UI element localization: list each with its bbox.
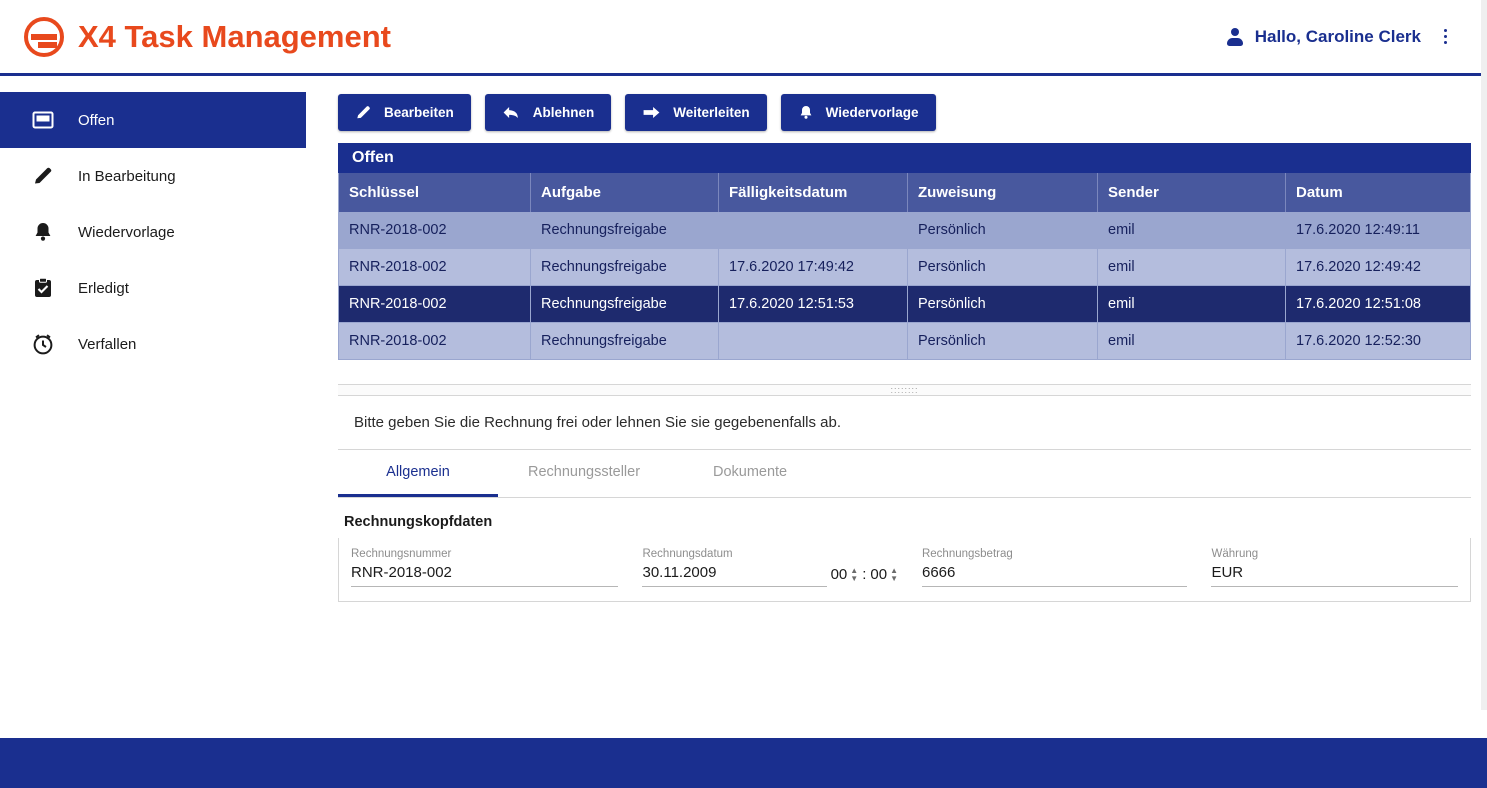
cell-sender: emil [1098, 212, 1286, 249]
task-table [338, 173, 1471, 360]
date-time-row [642, 562, 898, 587]
cell-schluessel: RNR-2018-002 [339, 286, 531, 323]
rechnungsdatum-input[interactable] [642, 562, 826, 587]
pencil-icon [32, 165, 54, 187]
cell-schluessel: RNR-2018-002 [339, 249, 531, 286]
page-title: X4 Task Management [78, 18, 391, 54]
rechnungsnummer-input[interactable] [351, 562, 618, 587]
time-separator: : [862, 566, 867, 583]
stepper-arrows-icon[interactable]: ▲ ▼ [890, 565, 898, 583]
cell-datum: 17.6.2020 12:49:42 [1286, 249, 1471, 286]
sidebar-item-label: Offen [78, 111, 115, 129]
tab-dokumente[interactable]: Dokumente [712, 464, 788, 480]
field-label: Rechnungsnummer [351, 548, 452, 560]
detail-hint-text: Bitte geben Sie die Rechnung frei oder lehnen Sie sie gegebenenfalls ab. [338, 396, 1471, 450]
field-label: Währung [1211, 548, 1259, 560]
detail-tabs [338, 450, 1471, 498]
table-row-selected[interactable] [339, 286, 1471, 323]
button-label: Ablehnen [532, 105, 595, 120]
weiterleiten-button[interactable] [625, 94, 766, 131]
field-label: Rechnungsbetrag [921, 548, 1013, 560]
column-header-sender[interactable]: Sender [1098, 173, 1286, 212]
user-greeting: Hallo, Caroline Clerk [1254, 26, 1421, 46]
main-content [338, 76, 1471, 602]
hours-value: 00 [830, 566, 848, 583]
table-row[interactable] [339, 323, 1471, 360]
table-header-row [339, 173, 1471, 212]
header-user-area [1225, 26, 1463, 48]
minutes-stepper[interactable] [870, 566, 898, 587]
waehrung-input[interactable] [1211, 562, 1458, 587]
cell-schluessel: RNR-2018-002 [339, 323, 531, 360]
cell-aufgabe: Rechnungsfreigabe [531, 249, 719, 286]
button-label: Wiedervorlage [825, 105, 919, 120]
cell-datum: 17.6.2020 12:51:08 [1286, 286, 1471, 323]
minutes-value: 00 [870, 566, 888, 583]
bell-icon [798, 104, 814, 121]
table-row[interactable] [339, 249, 1471, 286]
clipboard-check-icon [32, 277, 54, 299]
column-header-datum[interactable]: Datum [1286, 173, 1471, 212]
tab-allgemein[interactable]: Allgemein [338, 450, 498, 497]
field-waehrung [1199, 538, 1470, 601]
form-section-title: Rechnungskopfdaten [344, 514, 493, 530]
cell-faelligkeitsdatum: 17.6.2020 17:49:42 [719, 249, 908, 286]
x4-logo-icon [24, 17, 64, 57]
footer-bar [0, 738, 1487, 788]
field-rechnungsbetrag [910, 538, 1199, 601]
sidebar-item-erledigt[interactable] [0, 260, 306, 316]
cell-sender: emil [1098, 286, 1286, 323]
cell-zuweisung: Persönlich [908, 286, 1098, 323]
panel-splitter[interactable] [338, 384, 1471, 396]
sidebar-item-label: In Bearbeitung [78, 167, 176, 185]
cell-schluessel: RNR-2018-002 [339, 212, 531, 249]
kebab-menu-icon[interactable] [1437, 26, 1453, 48]
ablehnen-button[interactable] [485, 94, 612, 131]
stepper-arrows-icon[interactable]: ▲ ▼ [850, 565, 859, 583]
clock-icon [32, 333, 54, 355]
sidebar-item-label: Erledigt [78, 279, 129, 297]
wiedervorlage-button[interactable] [781, 94, 936, 131]
field-rechnungsnummer [339, 538, 630, 601]
table-row[interactable] [339, 212, 1471, 249]
rechnungsbetrag-input[interactable] [922, 562, 1187, 587]
column-header-faelligkeitsdatum[interactable]: Fälligkeitsdatum [719, 173, 908, 212]
column-header-zuweisung[interactable]: Zuweisung [908, 173, 1098, 212]
cell-zuweisung: Persönlich [908, 212, 1098, 249]
cell-aufgabe: Rechnungsfreigabe [531, 212, 719, 249]
sidebar-item-verfallen[interactable] [0, 316, 306, 372]
page-scrollbar[interactable] [1481, 0, 1487, 710]
arrow-left-icon [502, 104, 521, 121]
inbox-icon [32, 109, 54, 131]
sidebar-item-wiedervorlage[interactable] [0, 204, 306, 260]
bearbeiten-button[interactable] [338, 94, 471, 131]
cell-sender: emil [1098, 323, 1286, 360]
cell-faelligkeitsdatum [719, 323, 908, 360]
rechnungskopfdaten-form [338, 538, 1471, 602]
field-rechnungsdatum [630, 538, 910, 601]
cell-aufgabe: Rechnungsfreigabe [531, 323, 719, 360]
sidebar-item-in-bearbeitung[interactable] [0, 148, 306, 204]
button-label: Bearbeiten [384, 105, 454, 120]
sidebar-item-label: Verfallen [78, 335, 137, 353]
cell-faelligkeitsdatum: 17.6.2020 12:51:53 [719, 286, 908, 323]
grip-handle-icon: :::::::: [890, 385, 919, 395]
cell-faelligkeitsdatum [719, 212, 908, 249]
hours-stepper[interactable] [831, 566, 859, 587]
bell-icon [32, 221, 54, 243]
cell-sender: emil [1098, 249, 1286, 286]
cell-zuweisung: Persönlich [908, 249, 1098, 286]
pencil-icon [355, 104, 372, 121]
cell-datum: 17.6.2020 12:49:11 [1286, 212, 1471, 249]
sidebar-item-offen[interactable] [0, 92, 306, 148]
cell-datum: 17.6.2020 12:52:30 [1286, 323, 1471, 360]
action-toolbar [338, 76, 1471, 143]
section-header-offen: Offen [338, 143, 1471, 173]
column-header-aufgabe[interactable]: Aufgabe [531, 173, 719, 212]
column-header-schluessel[interactable]: Schlüssel [339, 173, 531, 212]
cell-zuweisung: Persönlich [908, 323, 1098, 360]
sidebar [0, 76, 306, 676]
app-header [0, 0, 1487, 76]
arrow-right-icon [642, 104, 661, 121]
tab-rechnungssteller[interactable]: Rechnungssteller [528, 464, 641, 480]
cell-aufgabe: Rechnungsfreigabe [531, 286, 719, 323]
button-label: Weiterleiten [673, 105, 750, 120]
sidebar-item-label: Wiedervorlage [78, 223, 175, 241]
user-icon [1225, 27, 1245, 47]
field-label: Rechnungsdatum [642, 548, 733, 560]
